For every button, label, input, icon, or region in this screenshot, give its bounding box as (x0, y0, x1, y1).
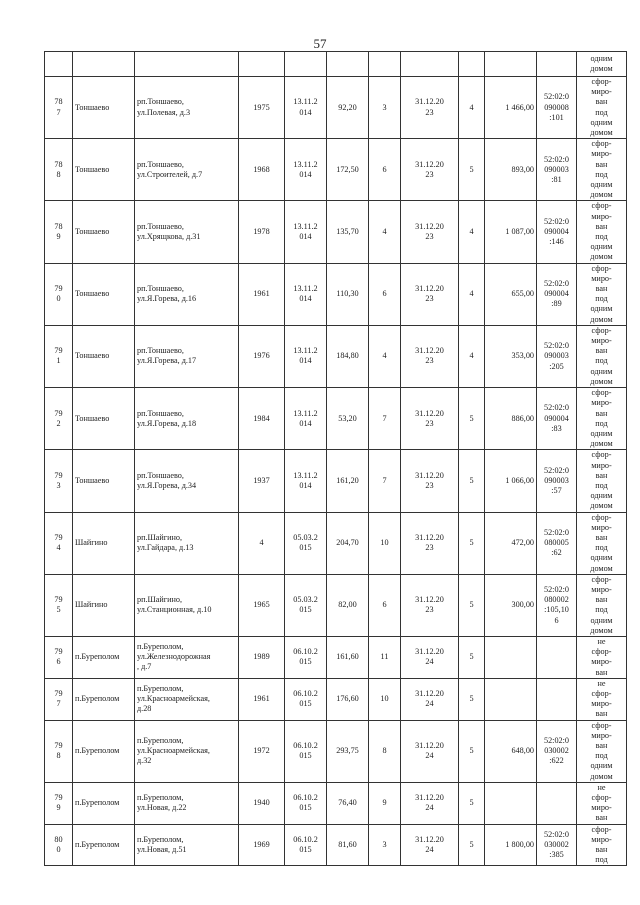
land-plot-note: не сфор- миро- ван (577, 782, 627, 824)
build-year: 1965 (239, 574, 285, 636)
record-number: 78 9 (45, 201, 73, 263)
recognition-date: 06.10.2 015 (285, 782, 327, 824)
build-year: 1937 (239, 450, 285, 512)
cost: 893,00 (485, 139, 537, 201)
address: рп.Тоншаево, ул.Я.Горева, д.17 (135, 325, 239, 387)
recognition-date: 13.11.2 014 (285, 139, 327, 201)
planned-date: 31.12.20 23 (401, 388, 459, 450)
table-row (45, 139, 627, 201)
record-number: 79 8 (45, 720, 73, 782)
cadastral-number (537, 782, 577, 824)
record-number: 79 3 (45, 450, 73, 512)
land-plot-note: сфор- миро- ван под одним домом (577, 139, 627, 201)
locality: Тоншаево (73, 388, 135, 450)
address: рп.Тоншаево, ул.Я.Горева, д.16 (135, 263, 239, 325)
locality: п.Буреполом (73, 678, 135, 720)
stage: 5 (459, 636, 485, 678)
table-row (45, 263, 627, 325)
recognition-date: 05.03.2 015 (285, 512, 327, 574)
table-row (45, 450, 627, 512)
living-area: 161,60 (327, 636, 369, 678)
table-row (45, 325, 627, 387)
build-year: 1978 (239, 201, 285, 263)
locality: Тоншаево (73, 450, 135, 512)
residents-count: 6 (369, 139, 401, 201)
planned-date: 31.12.20 23 (401, 139, 459, 201)
cadastral-number: 52:02:0 090003 :81 (537, 139, 577, 201)
table-row (45, 782, 627, 824)
recognition-date: 13.11.2 014 (285, 263, 327, 325)
land-plot-note: сфор- миро- ван под (577, 824, 627, 866)
planned-date: 31.12.20 23 (401, 512, 459, 574)
locality: Шайгино (73, 512, 135, 574)
cadastral-number: 52:02:0 090004 :83 (537, 388, 577, 450)
planned-date: 31.12.20 23 (401, 263, 459, 325)
cost: 1 466,00 (485, 77, 537, 139)
recognition-date: 06.10.2 015 (285, 678, 327, 720)
cadastral-number: 52:02:0 030002 :622 (537, 720, 577, 782)
record-number: 79 0 (45, 263, 73, 325)
land-plot-note: сфор- миро- ван под одним домом (577, 263, 627, 325)
address: рп.Тоншаево, ул.Полевая, д.3 (135, 77, 239, 139)
record-number: 79 2 (45, 388, 73, 450)
cadastral-number: 52:02:0 090003 :57 (537, 450, 577, 512)
stage: 5 (459, 824, 485, 866)
locality: п.Буреполом (73, 824, 135, 866)
living-area: 53,20 (327, 388, 369, 450)
living-area: 161,20 (327, 450, 369, 512)
build-year: 1975 (239, 77, 285, 139)
living-area: 92,20 (327, 77, 369, 139)
recognition-date: 06.10.2 015 (285, 636, 327, 678)
address: п.Буреполом, ул.Красноармейская, д.28 (135, 678, 239, 720)
recognition-date: 06.10.2 015 (285, 824, 327, 866)
cost: 648,00 (485, 720, 537, 782)
locality: п.Буреполом (73, 720, 135, 782)
cost: 1 066,00 (485, 450, 537, 512)
build-year: 1961 (239, 678, 285, 720)
cost: 300,00 (485, 574, 537, 636)
recognition-date: 13.11.2 014 (285, 388, 327, 450)
land-plot-note: сфор- миро- ван под одним домом (577, 720, 627, 782)
address: п.Буреполом, ул.Железнодорожная , д.7 (135, 636, 239, 678)
living-area: 172,50 (327, 139, 369, 201)
living-area: 82,00 (327, 574, 369, 636)
residents-count: 3 (369, 77, 401, 139)
housing-registry-table (44, 51, 627, 866)
recognition-date: 13.11.2 014 (285, 201, 327, 263)
residents-count: 6 (369, 263, 401, 325)
table-row (45, 388, 627, 450)
recognition-date: 13.11.2 014 (285, 450, 327, 512)
stage: 5 (459, 720, 485, 782)
table-row (45, 636, 627, 678)
living-area: 204,70 (327, 512, 369, 574)
build-year: 1984 (239, 388, 285, 450)
living-area: 135,70 (327, 201, 369, 263)
address: п.Буреполом, ул.Новая, д.22 (135, 782, 239, 824)
locality: п.Буреполом (73, 636, 135, 678)
land-plot-note: сфор- миро- ван под одним домом (577, 388, 627, 450)
stage: 4 (459, 263, 485, 325)
address: рп.Тоншаево, ул.Строителей, д.7 (135, 139, 239, 201)
cadastral-number: 52:02:0 030002 :385 (537, 824, 577, 866)
residents-count: 10 (369, 678, 401, 720)
cadastral-number: 52:02:0 080002 :105,10 6 (537, 574, 577, 636)
cost: 1 800,00 (485, 824, 537, 866)
cost: 353,00 (485, 325, 537, 387)
record-number: 80 0 (45, 824, 73, 866)
table-row (45, 574, 627, 636)
land-plot-note: сфор- миро- ван под одним домом (577, 574, 627, 636)
residents-count: 7 (369, 388, 401, 450)
cost (485, 636, 537, 678)
land-plot-note: не сфор- миро- ван (577, 636, 627, 678)
stage: 4 (459, 77, 485, 139)
living-area: 293,75 (327, 720, 369, 782)
build-year: 1976 (239, 325, 285, 387)
stage: 5 (459, 574, 485, 636)
cost: 655,00 (485, 263, 537, 325)
residents-count: 10 (369, 512, 401, 574)
planned-date: 31.12.20 24 (401, 636, 459, 678)
residents-count: 8 (369, 720, 401, 782)
build-year: 1940 (239, 782, 285, 824)
stage: 4 (459, 325, 485, 387)
stage: 5 (459, 512, 485, 574)
planned-date: 31.12.20 24 (401, 824, 459, 866)
locality: Тоншаево (73, 325, 135, 387)
cadastral-number (537, 636, 577, 678)
address: рп.Тоншаево, ул.Я.Горева, д.18 (135, 388, 239, 450)
table-row (45, 678, 627, 720)
residents-count: 11 (369, 636, 401, 678)
record-number: 79 1 (45, 325, 73, 387)
recognition-date: 13.11.2 014 (285, 77, 327, 139)
stage: 5 (459, 388, 485, 450)
planned-date: 31.12.20 23 (401, 450, 459, 512)
stage: 5 (459, 450, 485, 512)
address: рп.Шайгино, ул.Станционная, д.10 (135, 574, 239, 636)
build-year: 1989 (239, 636, 285, 678)
table-row (45, 824, 627, 866)
recognition-date: 06.10.2 015 (285, 720, 327, 782)
cost: 1 087,00 (485, 201, 537, 263)
address: п.Буреполом, ул.Новая, д.51 (135, 824, 239, 866)
record-number: 79 7 (45, 678, 73, 720)
record-number: 79 6 (45, 636, 73, 678)
planned-date: 31.12.20 24 (401, 720, 459, 782)
cadastral-number: 52:02:0 090003 :205 (537, 325, 577, 387)
cadastral-number: 52:02:0 090008 :101 (537, 77, 577, 139)
stage: 5 (459, 678, 485, 720)
stage: 5 (459, 782, 485, 824)
land-plot-note: одним домом (577, 52, 627, 77)
land-plot-note: сфор- миро- ван под одним домом (577, 450, 627, 512)
land-plot-note: сфор- миро- ван под одним домом (577, 77, 627, 139)
cadastral-number: 52:02:0 080005 :62 (537, 512, 577, 574)
record-number: 78 8 (45, 139, 73, 201)
living-area: 176,60 (327, 678, 369, 720)
build-year: 1972 (239, 720, 285, 782)
cost: 886,00 (485, 388, 537, 450)
table-row (45, 512, 627, 574)
planned-date: 31.12.20 23 (401, 201, 459, 263)
locality: Шайгино (73, 574, 135, 636)
residents-count: 4 (369, 325, 401, 387)
cost: 472,00 (485, 512, 537, 574)
land-plot-note: сфор- миро- ван под одним домом (577, 201, 627, 263)
locality: Тоншаево (73, 77, 135, 139)
record-number: 79 9 (45, 782, 73, 824)
locality: Тоншаево (73, 263, 135, 325)
planned-date: 31.12.20 24 (401, 782, 459, 824)
cost (485, 678, 537, 720)
planned-date: 31.12.20 23 (401, 325, 459, 387)
recognition-date: 05.03.2 015 (285, 574, 327, 636)
address: п.Буреполом, ул.Красноармейская, д.32 (135, 720, 239, 782)
living-area: 184,80 (327, 325, 369, 387)
living-area: 81,60 (327, 824, 369, 866)
locality: Тоншаево (73, 201, 135, 263)
table-row (45, 720, 627, 782)
table-row (45, 201, 627, 263)
living-area: 76,40 (327, 782, 369, 824)
land-plot-note: не сфор- миро- ван (577, 678, 627, 720)
land-plot-note: сфор- миро- ван под одним домом (577, 512, 627, 574)
locality: Тоншаево (73, 139, 135, 201)
cadastral-number (537, 678, 577, 720)
living-area: 110,30 (327, 263, 369, 325)
residents-count: 4 (369, 201, 401, 263)
build-year: 1969 (239, 824, 285, 866)
stage: 4 (459, 201, 485, 263)
build-year: 4 (239, 512, 285, 574)
record-number: 79 5 (45, 574, 73, 636)
planned-date: 31.12.20 23 (401, 77, 459, 139)
table-row (45, 77, 627, 139)
page-number: 57 (313, 36, 327, 51)
planned-date: 31.12.20 24 (401, 678, 459, 720)
record-number: 78 7 (45, 77, 73, 139)
cadastral-number: 52:02:0 090004 :146 (537, 201, 577, 263)
residents-count: 9 (369, 782, 401, 824)
address: рп.Тоншаево, ул.Я.Горева, д.34 (135, 450, 239, 512)
locality: п.Буреполом (73, 782, 135, 824)
record-number: 79 4 (45, 512, 73, 574)
build-year: 1968 (239, 139, 285, 201)
land-plot-note: сфор- миро- ван под одним домом (577, 325, 627, 387)
stage: 5 (459, 139, 485, 201)
build-year: 1961 (239, 263, 285, 325)
residents-count: 3 (369, 824, 401, 866)
cadastral-number: 52:02:0 090004 :89 (537, 263, 577, 325)
recognition-date: 13.11.2 014 (285, 325, 327, 387)
address: рп.Тоншаево, ул.Хрящкова, д.31 (135, 201, 239, 263)
residents-count: 6 (369, 574, 401, 636)
table-row-continued (45, 52, 627, 77)
residents-count: 7 (369, 450, 401, 512)
planned-date: 31.12.20 23 (401, 574, 459, 636)
cost (485, 782, 537, 824)
address: рп.Шайгино, ул.Гайдара, д.13 (135, 512, 239, 574)
